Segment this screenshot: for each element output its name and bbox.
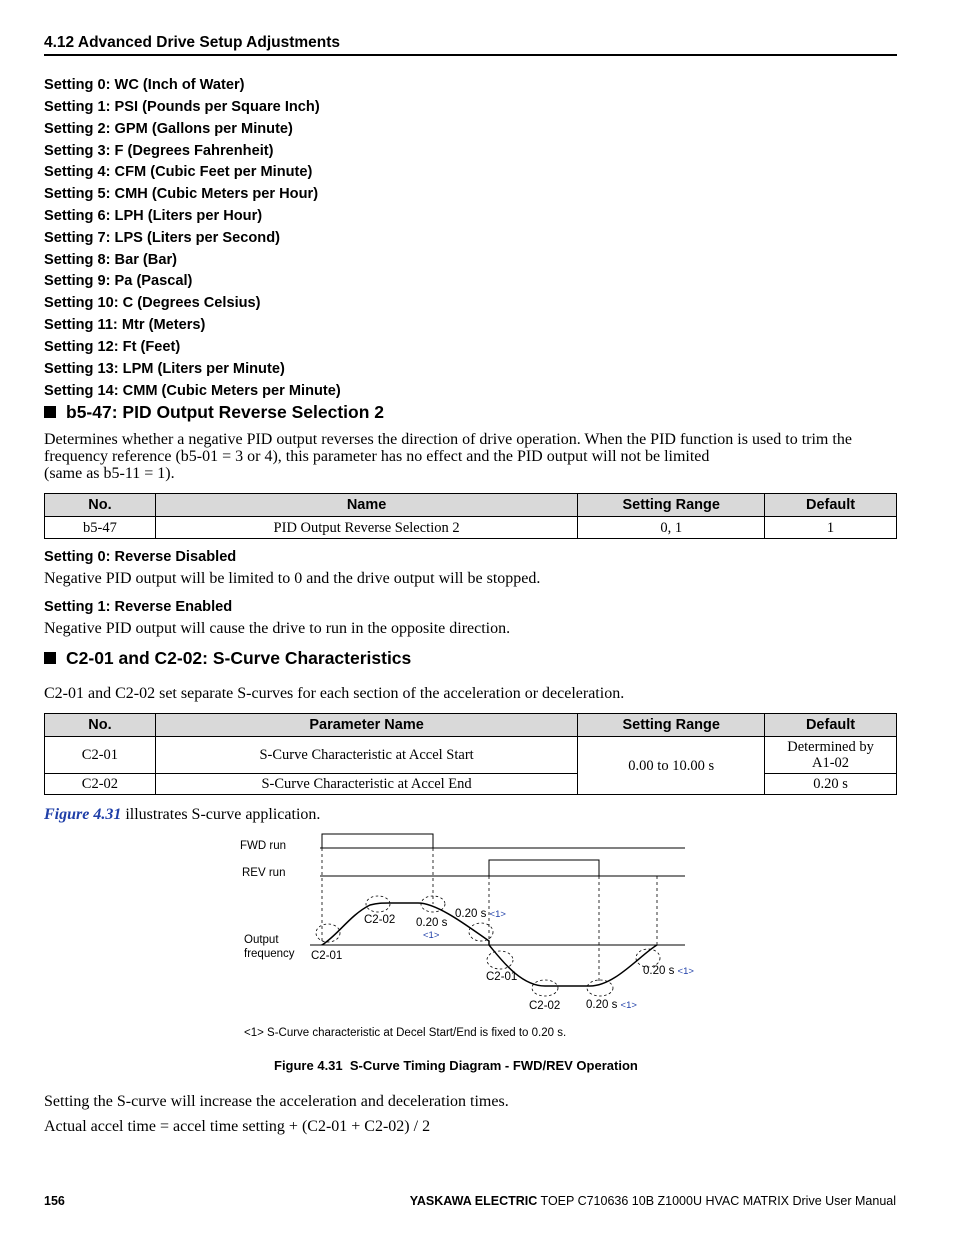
s-curve-circle-rev-accel-start bbox=[487, 951, 513, 969]
c2-description: C2-01 and C2-02 set separate S-curves for each section of the acceleration or deceleration. bbox=[44, 685, 625, 702]
unit-setting-14: Setting 14: CMM (Cubic Meters per Minute) bbox=[44, 383, 341, 399]
b5-47-setting-1-text: Negative PID output will cause the drive to run in the opposite direction. bbox=[44, 620, 511, 637]
cell-no: C2-01 bbox=[45, 737, 156, 774]
decel-end-time-label bbox=[455, 908, 506, 920]
cell-default: 1 bbox=[765, 517, 897, 539]
c2-02-label-fwd: C2-02 bbox=[364, 914, 396, 926]
c2-heading-text: C2-01 and C2-02: S-Curve Characteristics bbox=[66, 648, 412, 668]
footer-doc-title: TOEP C710636 10B Z1000U HVAC MATRIX Drive User Manual bbox=[537, 1194, 896, 1208]
decel-start-time-label: 0.20 s bbox=[416, 917, 448, 929]
b5-47-heading-text: b5-47: PID Output Reverse Selection 2 bbox=[66, 402, 385, 422]
col-header-no: No. bbox=[45, 494, 156, 517]
b5-47-description-text: Determines whether a negative PID output reverses the direction of drive operation. When the PID function is used to trim the frequency reference (b5-01 = 3 or 4), this parameter has no effect and the PID output will not be limited bbox=[44, 431, 852, 465]
s-curve-circle-rev-accel-end bbox=[532, 980, 558, 996]
c2-02-label-rev: C2-02 bbox=[529, 1000, 561, 1012]
unit-setting-4: Setting 4: CFM (Cubic Feet per Minute) bbox=[44, 164, 313, 180]
page-number: 156 bbox=[44, 1194, 65, 1208]
cell-range: 0, 1 bbox=[578, 517, 765, 539]
footer-brand: YASKAWA ELECTRIC bbox=[409, 1194, 538, 1208]
b5-47-setting-0-title: Setting 0: Reverse Disabled bbox=[44, 549, 237, 565]
col-header-parameter-name: Parameter Name bbox=[155, 714, 577, 737]
unit-setting-11: Setting 11: Mtr (Meters) bbox=[44, 317, 206, 333]
section-title: 4.12 Advanced Drive Setup Adjustments bbox=[44, 34, 341, 51]
default-line-1: Determined by bbox=[787, 739, 874, 755]
c2-01-label-fwd: C2-01 bbox=[311, 950, 343, 962]
closing-line-1: Setting the S-curve will increase the acceleration and deceleration times. bbox=[44, 1093, 509, 1110]
cell-default: 0.20 s bbox=[765, 774, 897, 795]
footer-doc-info bbox=[410, 1194, 896, 1208]
rev-decel-end-time-text: 0.20 s bbox=[643, 965, 675, 977]
unit-setting-13: Setting 13: LPM (Liters per Minute) bbox=[44, 361, 285, 377]
col-header-range: Setting Range bbox=[578, 714, 765, 737]
unit-setting-2: Setting 2: GPM (Gallons per Minute) bbox=[44, 121, 293, 137]
col-header-default: Default bbox=[765, 714, 897, 737]
figure-reference-tail: illustrates S-curve application. bbox=[121, 806, 321, 823]
figure-footnote: <1> S-Curve characteristic at Decel Start/End is fixed to 0.20 s. bbox=[244, 1027, 567, 1039]
unit-setting-8: Setting 8: Bar (Bar) bbox=[44, 252, 177, 268]
rev-run-pulse bbox=[489, 860, 599, 876]
unit-setting-1: Setting 1: PSI (Pounds per Square Inch) bbox=[44, 99, 320, 115]
unit-setting-10: Setting 10: C (Degrees Celsius) bbox=[44, 295, 261, 311]
unit-setting-0: Setting 0: WC (Inch of Water) bbox=[44, 77, 245, 93]
cell-no: b5-47 bbox=[45, 517, 156, 539]
cell-name: S-Curve Characteristic at Accel End bbox=[155, 774, 577, 795]
frequency-label: frequency bbox=[244, 948, 295, 960]
rev-run-label: REV run bbox=[242, 867, 286, 879]
col-header-range: Setting Range bbox=[578, 494, 765, 517]
unit-setting-7: Setting 7: LPS (Liters per Second) bbox=[44, 230, 280, 246]
cell-range: 0.00 to 10.00 s bbox=[578, 737, 765, 795]
default-line-2: A1-02 bbox=[812, 755, 850, 771]
fwd-run-label: FWD run bbox=[240, 840, 286, 852]
b5-47-description-tail: (same as b5-11 = 1). bbox=[44, 465, 175, 482]
cell-name: S-Curve Characteristic at Accel Start bbox=[155, 737, 577, 774]
unit-setting-5: Setting 5: CMH (Cubic Meters per Hour) bbox=[44, 186, 319, 202]
unit-setting-12: Setting 12: Ft (Feet) bbox=[44, 339, 181, 355]
unit-setting-9: Setting 9: Pa (Pascal) bbox=[44, 273, 193, 289]
figure-link[interactable]: Figure 4.31 bbox=[44, 806, 122, 823]
rev-decel-end-time-label bbox=[643, 965, 694, 977]
closing-line-2: Actual accel time = accel time setting + (C2-01 + C2-02) / 2 bbox=[44, 1118, 431, 1135]
figure-caption: Figure 4.31 S-Curve Timing Diagram - FWD/REV Operation bbox=[274, 1058, 638, 1073]
decel-end-time-text: 0.20 s bbox=[455, 908, 487, 920]
cell-no: C2-02 bbox=[45, 774, 156, 795]
note-mark-rev-decel-start: <1> bbox=[620, 1000, 637, 1011]
output-label: Output bbox=[244, 934, 279, 946]
cell-name: PID Output Reverse Selection 2 bbox=[155, 517, 577, 539]
note-mark-rev-decel-end: <1> bbox=[677, 966, 694, 977]
unit-setting-6: Setting 6: LPH (Liters per Hour) bbox=[44, 208, 263, 224]
s-curve-circle-rev-decel-start bbox=[587, 980, 613, 996]
rev-decel-start-time-text: 0.20 s bbox=[586, 999, 618, 1011]
b5-47-setting-1-title: Setting 1: Reverse Enabled bbox=[44, 599, 233, 615]
col-header-name: Name bbox=[155, 494, 577, 517]
unit-setting-3: Setting 3: F (Degrees Fahrenheit) bbox=[44, 143, 274, 159]
fwd-run-pulse bbox=[322, 834, 433, 848]
b5-47-setting-0-text: Negative PID output will be limited to 0 and the drive output will be stopped. bbox=[44, 570, 541, 587]
col-header-no: No. bbox=[45, 714, 156, 737]
rev-decel-start-time-label bbox=[586, 999, 637, 1011]
note-mark-decel-end: <1> bbox=[489, 909, 506, 920]
c2-01-label-rev: C2-01 bbox=[486, 971, 518, 983]
note-mark-decel-start: <1> bbox=[423, 930, 440, 941]
col-header-default: Default bbox=[765, 494, 897, 517]
